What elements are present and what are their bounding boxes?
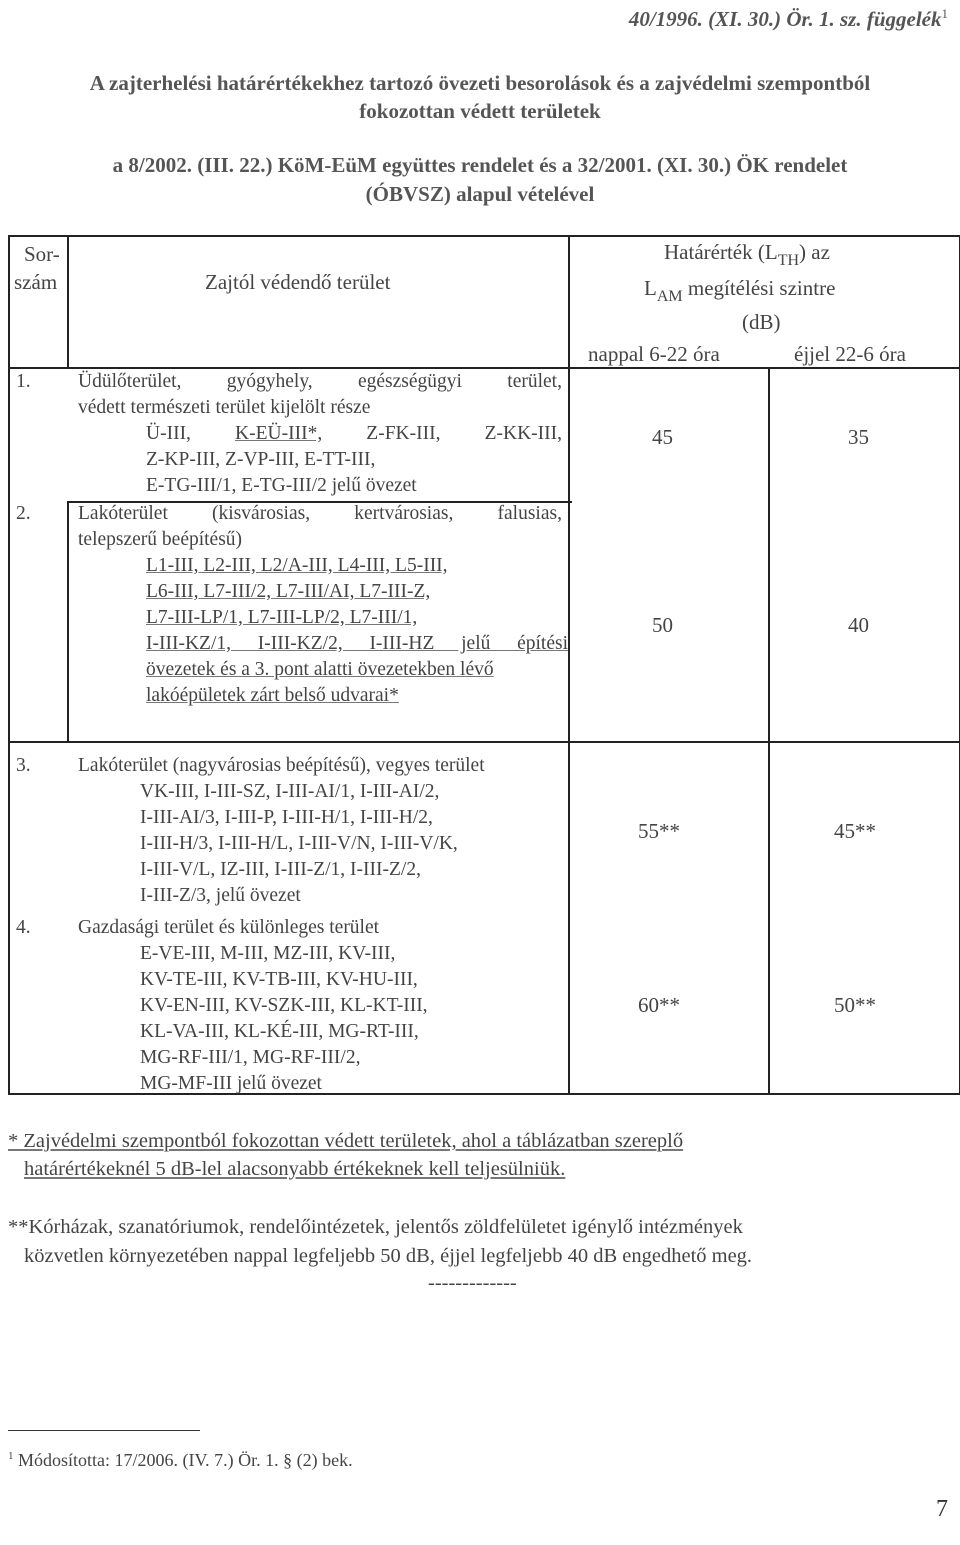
row-1-zone-line: Ü-III, K-EÜ-III*, Z-FK-III, Z-KK-III, [146,423,562,444]
footnote-rule [8,1430,200,1431]
row-3-line-5: I-III-Z/3, jelű övezet [140,885,301,906]
row-4-day-value: 60** [638,993,680,1017]
row-4-line-4: KL-VA-III, KL-KÉ-III, MG-RT-III, [140,1021,419,1042]
row-1-line-2: védett természeti terület kijelölt része [78,397,371,418]
note-star-line-2: határértékeknél 5 dB-lel alacsonyabb értékeknek kell teljesülniük. [24,1158,566,1180]
row-2-zone-line-3: L7-III-LP/1, L7-III-LP/2, L7-III/1, [146,607,418,628]
row-3-line-3: I-III-H/3, I-III-H/L, I-III-V/N, I-III-V/K, [140,833,458,854]
row-3-4-area-cell [9,742,569,1094]
row-4-night-value: 50** [834,993,876,1017]
row-1-num: 1. [16,371,31,392]
header-limit-cell [569,236,960,368]
row-4-num: 4. [16,917,31,938]
title-line-2: fokozottan védett területek [359,99,601,123]
limits-table [8,235,960,1095]
header-night: éjjel 22-6 óra [794,342,906,366]
header-serial-cell [9,236,68,368]
row-2-line-2: telepszerű beépítésű) [78,529,243,550]
header-day: nappal 6-22 óra [588,342,720,366]
header-area-cell [68,236,569,368]
row-2-day-value: 50 [652,613,673,637]
row-1-2-night-cell [769,368,960,742]
note-double-star-line-2: közvetlen környezetében nappal legfeljebb 50 dB, éjjel legfeljebb 40 dB engedhető meg. [24,1245,753,1267]
header-sor: Sor- [24,242,60,266]
row-2-zone-line-2: L6-III, L7-III/2, L7-III/AI, L7-III-Z, [146,581,431,602]
row-1-line-last: E-TG-III/1, E-TG-III/2 jelű övezet [146,475,417,496]
title-line-4: (ÓBVSZ) alapul vételével [365,182,595,206]
row-4-first-line: Gazdasági terület és különleges terület [78,917,380,938]
table-row [9,742,960,1094]
row-1-2-day-cell [569,368,769,742]
row-3-first-line: Lakóterület (nagyvárosias beépítésű), vegyes terület [78,755,485,776]
row-4-line-6: MG-MF-III jelű övezet [140,1073,322,1094]
row-1-night-value: 35 [848,425,869,449]
row-2-zone-line-1: L1-III, L2-III, L2/A-III, L4-III, L5-III, [146,555,448,576]
row-4-line-5: MG-RF-III/1, MG-RF-III/2, [140,1047,361,1068]
row-3-num: 3. [16,755,31,776]
footnote [8,1450,353,1471]
header-area: Zajtól védendő terület [205,270,391,294]
table-row [9,368,960,742]
header-limit-line2: $L_{AM}$ megítélési szintre [644,276,836,305]
title-line-3: a 8/2002. (III. 22.) KöM-EüM együttes rendelet és a 32/2001. (XI. 30.) ÖK rendelet [112,153,848,177]
row-1-day-value: 45 [652,425,673,449]
row-1-first-line: Üdülőterület, gyógyhely, egészségügyi terület, [78,371,562,392]
table-header-row [9,236,960,368]
row-1-area-cell [9,368,569,742]
document-reference [629,6,948,32]
row-3-day-value: 55** [638,819,680,843]
note-double-star-line-1: **Kórházak, szanatóriumok, rendelőintézetek, jelentős zöldfelületet igénylő intézmények [8,1216,743,1238]
row-4-line-2: KV-TE-III, KV-TB-III, KV-HU-III, [140,969,418,990]
row-2-zone-line-5: övezetek és a 3. pont alatti övezetekben lévő [146,659,494,680]
row-3-4-night-cell [769,742,960,1094]
note-separator-dashes: ------------- [428,1272,517,1294]
header-szam: szám [14,270,58,294]
row-1-zone-line-2: Z-KP-III, Z-VP-III, E-TT-III, [146,449,376,470]
row-3-line-1: VK-III, I-III-SZ, I-III-AI/1, I-III-AI/2, [140,781,440,802]
row-3-line-4: I-III-V/L, IZ-III, I-III-Z/1, I-III-Z/2, [140,859,421,880]
row-2-num: 2. [16,503,31,524]
reference-text: 40/1996. (XI. 30.) Ör. 1. sz. függelék [628,7,942,31]
row-2-first-line: Lakóterület (kisvárosias, kertvárosias, falusias, [78,503,562,524]
row-2-zone-line-4: I-III-KZ/1, I-III-KZ/2, I-III-HZ jelű építési [146,633,568,654]
row-3-night-value: 45** [834,819,876,843]
note-star-line-1: * Zajvédelmi szempontból fokozottan védett területek, ahol a táblázatban szereplő [8,1130,684,1152]
row-4-line-1: E-VE-III, M-III, MZ-III, KV-III, [140,943,396,964]
row-3-4-day-cell [569,742,769,1094]
header-limit-line1: Határérték $(L_{TH})$ az [664,240,830,269]
row-4-line-3: KV-EN-III, KV-SZK-III, KL-KT-III, [140,995,428,1016]
footnote-number: 1 [8,1450,14,1462]
header-limit-unit: (dB) [742,310,781,334]
row-3-line-2: I-III-AI/3, I-III-P, I-III-H/1, I-III-H/2, [140,807,433,828]
footnote-text: Módosította: 17/2006. (IV. 7.) Ör. 1. § (2) bek. [13,1450,353,1470]
row-2-zone-line-6: lakóépületek zárt belső udvarai* [146,685,399,706]
row-2-night-value: 40 [848,613,869,637]
reference-footnote-mark: 1 [941,6,948,21]
title-line-1: A zajterhelési határértékekhez tartozó övezeti besorolások és a zajvédelmi szempontból [89,71,871,95]
page-number: 7 [936,1496,948,1522]
